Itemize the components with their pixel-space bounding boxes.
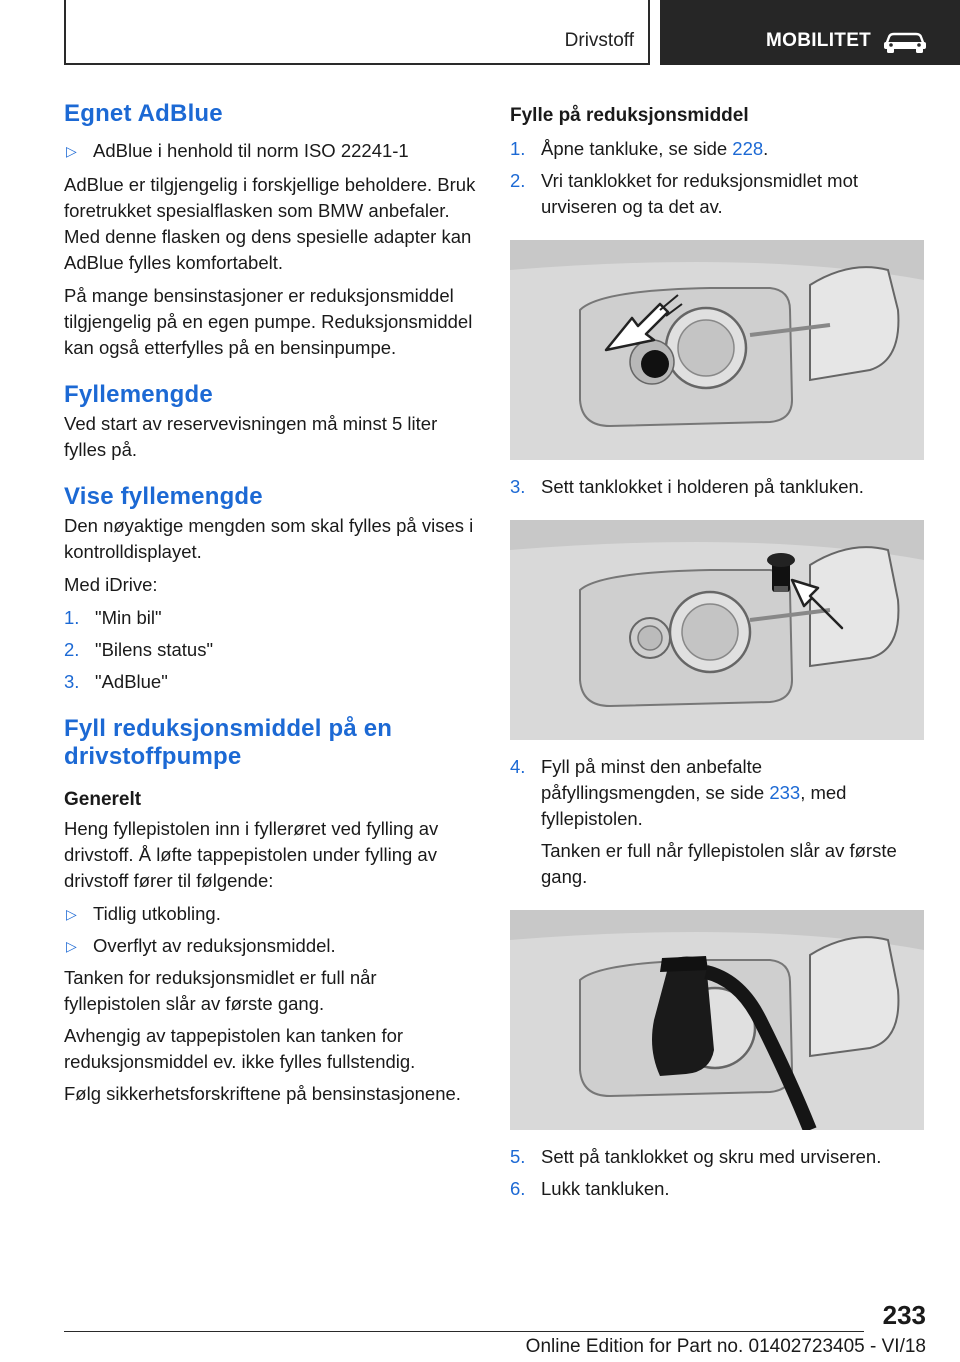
list-item <box>510 1176 924 1202</box>
list-item <box>510 754 924 832</box>
list-indent <box>510 838 541 890</box>
list-item <box>64 669 478 695</box>
paragraph-idrive: Med iDrive: <box>64 574 158 595</box>
bullet-text: Overflyt av reduksjonsmiddel. <box>93 935 336 956</box>
heading-egnet-adblue: Egnet AdBlue <box>64 100 223 127</box>
triangle-bullet-icon: ▷ <box>66 906 77 922</box>
figure-remove-cap <box>510 240 924 460</box>
bullet-text: Tidlig utkobling. <box>93 903 221 924</box>
list-item <box>64 637 478 663</box>
heading-fyllemengde: Fyllemengde <box>64 381 213 408</box>
paragraph: Ved start av reservevisningen må minst 5 liter fylles på. <box>64 413 438 460</box>
list-number: 3. <box>64 671 80 692</box>
heading-fylle-pa: Fylle på reduksjonsmiddel <box>510 105 749 126</box>
list-number: 4. <box>510 756 526 777</box>
bullet-item <box>64 933 478 959</box>
text: , med fyllepistolen. <box>541 782 847 829</box>
footer-divider <box>64 1331 864 1332</box>
list-text: "Bilens status" <box>95 639 214 660</box>
list-text: "Min bil" <box>95 607 162 628</box>
list-item <box>510 136 924 162</box>
paragraph: På mange bensinstasjoner er reduksjonsmiddel tilgjengelig på en egen pumpe. Reduksjonsmiddel kan også etterfylles på en bensinpumpe. <box>64 285 473 358</box>
list-number: 1. <box>510 138 526 159</box>
left-column <box>64 100 478 1107</box>
paragraph: Tanken for reduksjonsmidlet er full når fyllepistolen slår av første gang. <box>64 967 377 1014</box>
page-number: 233 <box>882 1300 926 1330</box>
triangle-bullet-icon: ▷ <box>66 938 77 954</box>
paragraph: Følg sikkerhetsforskriftene på bensinstasjonene. <box>64 1083 461 1104</box>
list-number: 2. <box>64 639 80 660</box>
header-section-title: Drivstoff <box>564 30 634 51</box>
heading-generelt: Generelt <box>64 789 142 810</box>
bullet-text: AdBlue i henhold til norm ISO 22241-1 <box>93 140 409 161</box>
list-text: Vri tanklokket for reduksjonsmidlet mot urviseren og ta det av. <box>541 170 859 217</box>
triangle-bullet-icon: ▷ <box>66 143 77 159</box>
list-text: Lukk tankluken. <box>541 1178 670 1199</box>
list-number: 5. <box>510 1146 526 1167</box>
heading-fyll-reduksjonsmiddel <box>64 715 478 771</box>
text: Åpne tankluke, se side <box>541 138 733 159</box>
figure-fill-nozzle <box>510 910 924 1130</box>
paragraph: Avhengig av tappepistolen kan tanken for reduksjonsmiddel ev. ikke fylles fullstendig. <box>64 1025 416 1072</box>
text: . <box>763 138 769 159</box>
header-chapter-title: MOBILITET <box>766 30 872 51</box>
right-column <box>510 104 924 1202</box>
list-text: "AdBlue" <box>95 671 168 692</box>
list-number: 6. <box>510 1178 526 1199</box>
list-text: Sett på tanklokket og skru med urviseren. <box>541 1146 882 1167</box>
list-item <box>510 1144 924 1170</box>
list-text: Sett tanklokket i holderen på tankluken. <box>541 476 864 497</box>
list-number: 3. <box>510 476 526 497</box>
heading-line: Fyll reduksjonsmiddel på en <box>64 715 393 742</box>
page-link-228[interactable]: 228 <box>732 138 764 159</box>
bullet-item <box>64 138 478 164</box>
idrive-steps <box>64 605 478 695</box>
paragraph: Den nøyaktige mengden som skal fylles på vises i kontrolldisplayet. <box>64 515 474 562</box>
footer-edition: Online Edition for Part no. 01402723405 - VI/18 <box>525 1336 926 1357</box>
heading-vise-fyllemengde: Vise fyllemengde <box>64 483 263 510</box>
list-number: 1. <box>64 607 80 628</box>
page-link-233[interactable]: 233 <box>769 782 801 803</box>
list-text: Tanken er full når fyllepistolen slår av første gang. <box>541 840 897 887</box>
header-section-tab <box>64 0 650 65</box>
list-text <box>541 136 924 162</box>
text: Fyll på minst den anbefalte påfyllingsmengden, se side <box>541 756 770 803</box>
heading-line: drivstoffpumpe <box>64 743 242 770</box>
figure-cap-in-holder <box>510 520 924 740</box>
list-item <box>510 168 924 220</box>
list-item-note <box>510 838 924 890</box>
list-item <box>510 474 924 500</box>
list-item <box>64 605 478 631</box>
paragraph: AdBlue er tilgjengelig i forskjellige beholdere. Bruk foretrukket spesialflasken som BMW anbefaler. Med denne flasken og dens spesielle adapter kan AdBlue fylles komfortabelt. <box>64 174 476 273</box>
paragraph: Heng fyllepistolen inn i fyllerøret ved fylling av drivstoff. Å løfte tappepistolen under fylling av drivstoff fører til følgende: <box>64 818 439 891</box>
header-chapter-tab <box>660 0 960 65</box>
list-number: 2. <box>510 170 526 191</box>
car-icon <box>882 28 928 54</box>
list-text <box>541 754 924 832</box>
bullet-item <box>64 901 478 927</box>
